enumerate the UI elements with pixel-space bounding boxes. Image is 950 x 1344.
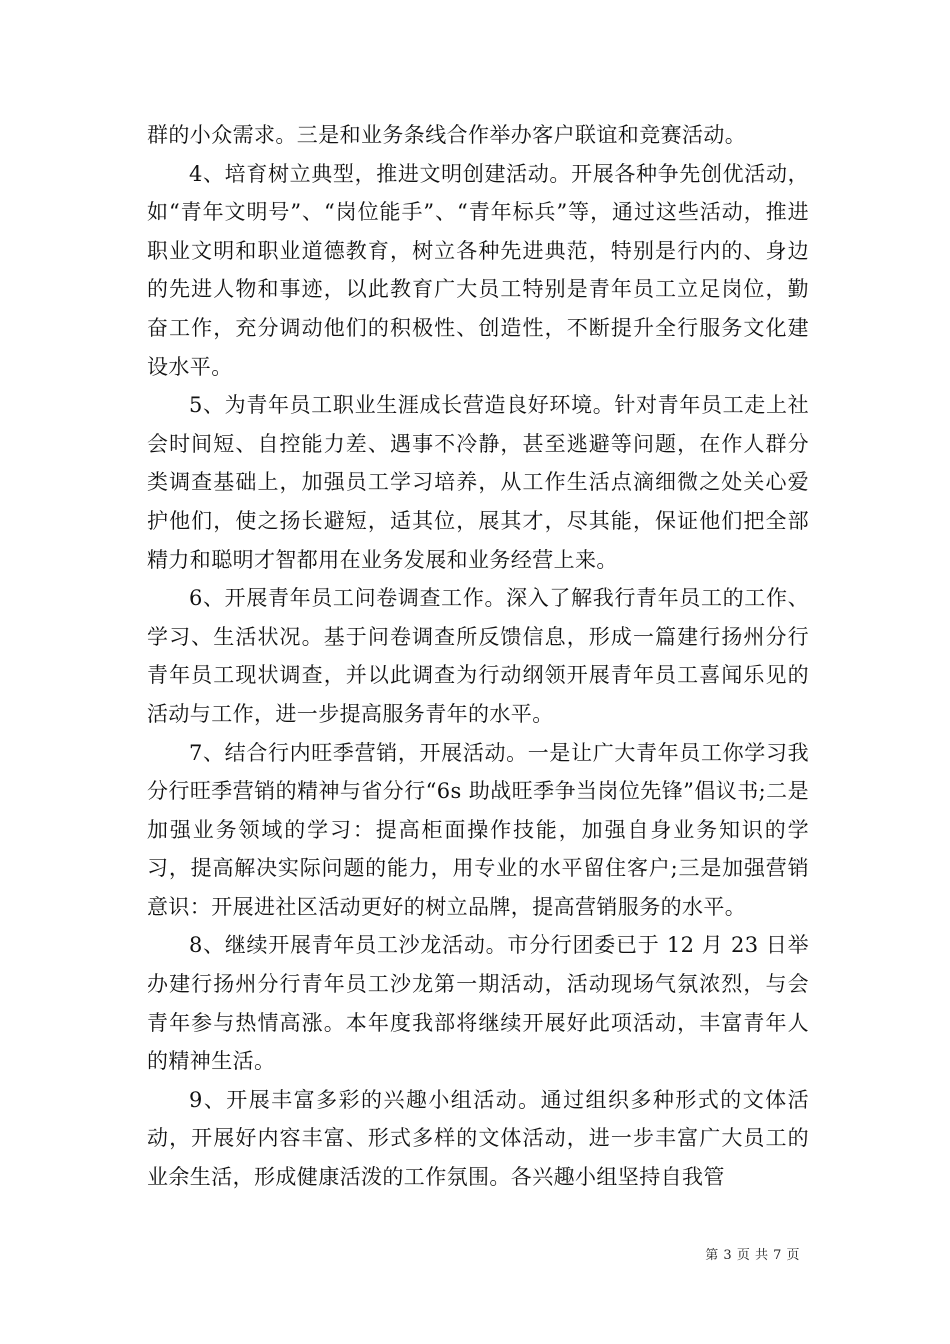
paragraph-3: 5、为青年员工职业生涯成长营造良好环境。针对青年员工走上社会时间短、自控能力差、遇事不冷静，甚至逃避等问题，在作人群分类调查基础上，加强员工学习培养，从工作生活点滴细微之处关心爱护他们，使之扬长避短，适其位，展其才，尽其能，保证他们把全部精力和聪明才智都用在业务发展和业务经营上来。 (147, 393, 809, 572)
paragraph-6: 8、继续开展青年员工沙龙活动。市分行团委已于 12 月 23 日举办建行扬州分行青年员工沙龙第一期活动，活动现场气氛浓烈，与会青年参与热情高涨。本年度我部将继续开展好此项活动，丰富青年人的精神生活。 (147, 933, 809, 1074)
document-body (147, 116, 809, 1197)
paragraph-7: 9、开展丰富多彩的兴趣小组活动。通过组织多种形式的文体活动，开展好内容丰富、形式多样的文体活动，进一步丰富广大员工的业余生活，形成健康活泼的工作氛围。各兴趣小组坚持自我管 (147, 1087, 809, 1190)
paragraph-1: 群的小众需求。三是和业务条线合作举办客户联谊和竞赛活动。 (147, 123, 747, 147)
paragraph-5: 7、结合行内旺季营销，开展活动。一是让广大青年员工你学习我分行旺季营销的精神与省分行“6s 助战旺季争当岗位先锋”倡议书;二是加强业务领域的学习：提高柜面操作技能，加强自身业务知识的学习，提高解决实际问题的能力，用专业的水平留住客户;三是加强营销意识：开展进社区活动更好的树立品牌，提高营销服务的水平。 (147, 740, 809, 919)
page-number-footer: 第 3 页 共 7 页 (705, 1248, 800, 1263)
paragraph-4: 6、开展青年员工问卷调查工作。深入了解我行青年员工的工作、学习、生活状况。基于问卷调查所反馈信息，形成一篇建行扬州分行青年员工现状调查，并以此调查为行动纲领开展青年员工喜闻乐见的活动与工作，进一步提高服务青年的水平。 (147, 586, 809, 726)
paragraph-2: 4、培育树立典型，推进文明创建活动。开展各种争先创优活动，如“青年文明号”、“岗位能手”、“青年标兵”等，通过这些活动，推进职业文明和职业道德教育，树立各种先进典范，特别是行内的、身边的先进人物和事迹，以此教育广大员工特别是青年员工立足岗位，勤奋工作，充分调动他们的积极性、创造性，不断提升全行服务文化建设水平。 (147, 161, 809, 379)
